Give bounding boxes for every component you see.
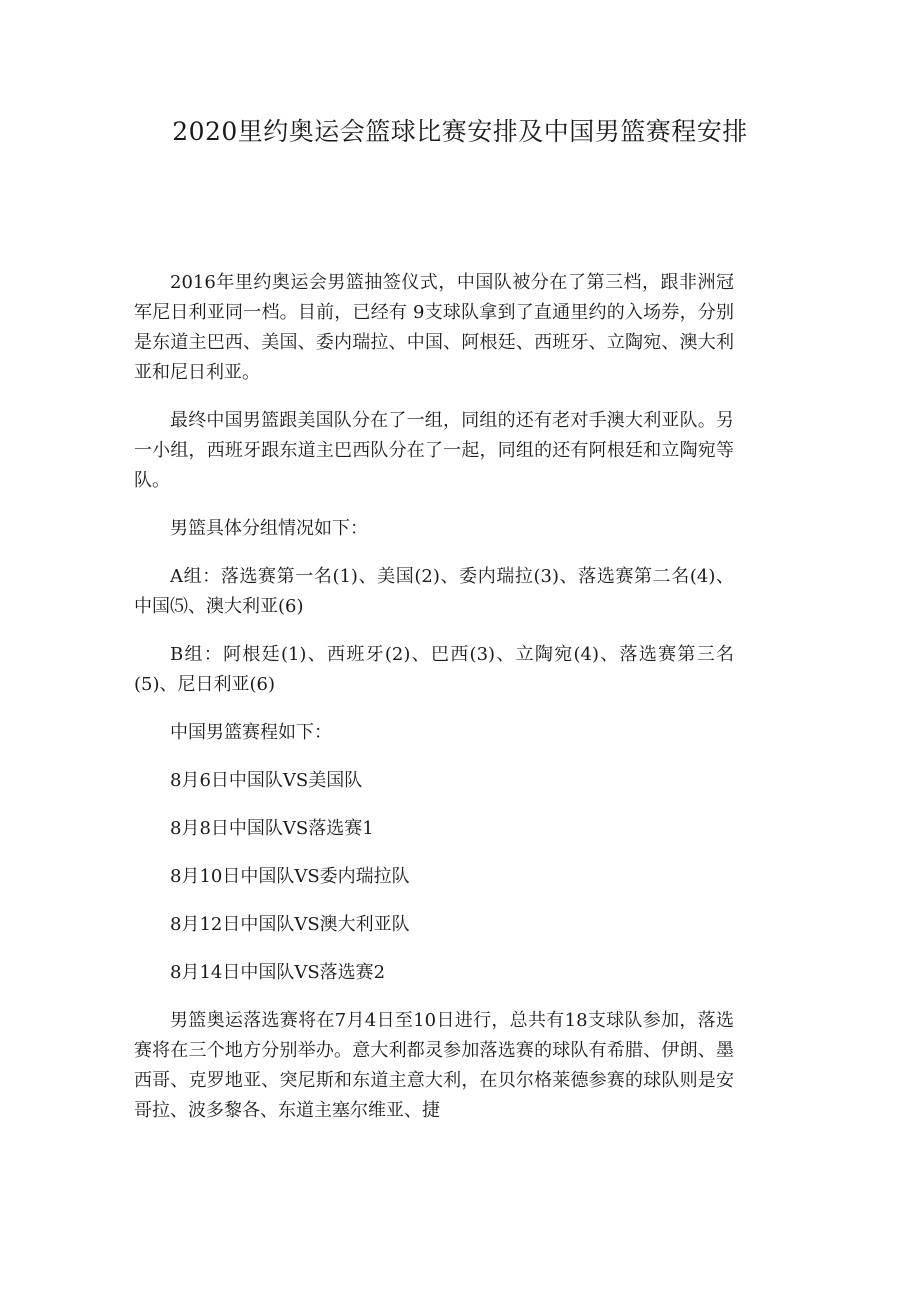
schedule-item: 8月6日中国队VS美国队 (170, 770, 363, 791)
paragraph-group-a: A组：落选赛第一名(1)、美国(2)、委内瑞拉(3)、落选赛第二名(4)、中国⑸、澳大利亚(6) (134, 566, 734, 617)
schedule-item: 8月10日中国队VS委内瑞拉队 (170, 866, 410, 887)
schedule-item: 8月12日中国队VS澳大利亚队 (170, 914, 410, 935)
paragraph-group-heading: 男篮具体分组情况如下： (170, 518, 368, 539)
schedule-item: 8月14日中国队VS落选赛2 (170, 962, 386, 983)
paragraph-schedule-heading: 中国男篮赛程如下： (170, 722, 332, 743)
paragraph-intro: 2016年里约奥运会男篮抽签仪式，中国队被分在了第三档，跟非洲冠军尼日利亚同一档。目前，已经有 9支球队拿到了直通里约的入场券，分别是东道主巴西、美国、委内瑞拉、中国、阿根廷、西班牙、立陶宛、澳大利亚和尼日利亚。 (134, 272, 734, 383)
paragraph-grouping: 最终中国男篮跟美国队分在了一组，同组的还有老对手澳大利亚队。另一小组，西班牙跟东道主巴西队分在了一起，同组的还有阿根廷和立陶宛等队。 (134, 410, 734, 491)
document-body (134, 268, 734, 1144)
schedule-item: 8月8日中国队VS落选赛1 (170, 818, 374, 839)
paragraph-group-b: B组：阿根廷(1)、西班牙(2)、巴西(3)、立陶宛(4)、落选赛第三名(5)、尼日利亚(6) (134, 644, 734, 695)
document-title: 2020里约奥运会篮球比赛安排及中国男篮赛程安排 (172, 117, 748, 146)
paragraph-qualifiers: 男篮奥运落选赛将在7月4日至10日进行，总共有18支球队参加，落选赛将在三个地方分别举办。意大利都灵参加落选赛的球队有希腊、伊朗、墨西哥、克罗地亚、突尼斯和东道主意大利，在贝尔格莱德参赛的球队则是安哥拉、波多黎各、东道主塞尔维亚、捷 (134, 1010, 734, 1121)
